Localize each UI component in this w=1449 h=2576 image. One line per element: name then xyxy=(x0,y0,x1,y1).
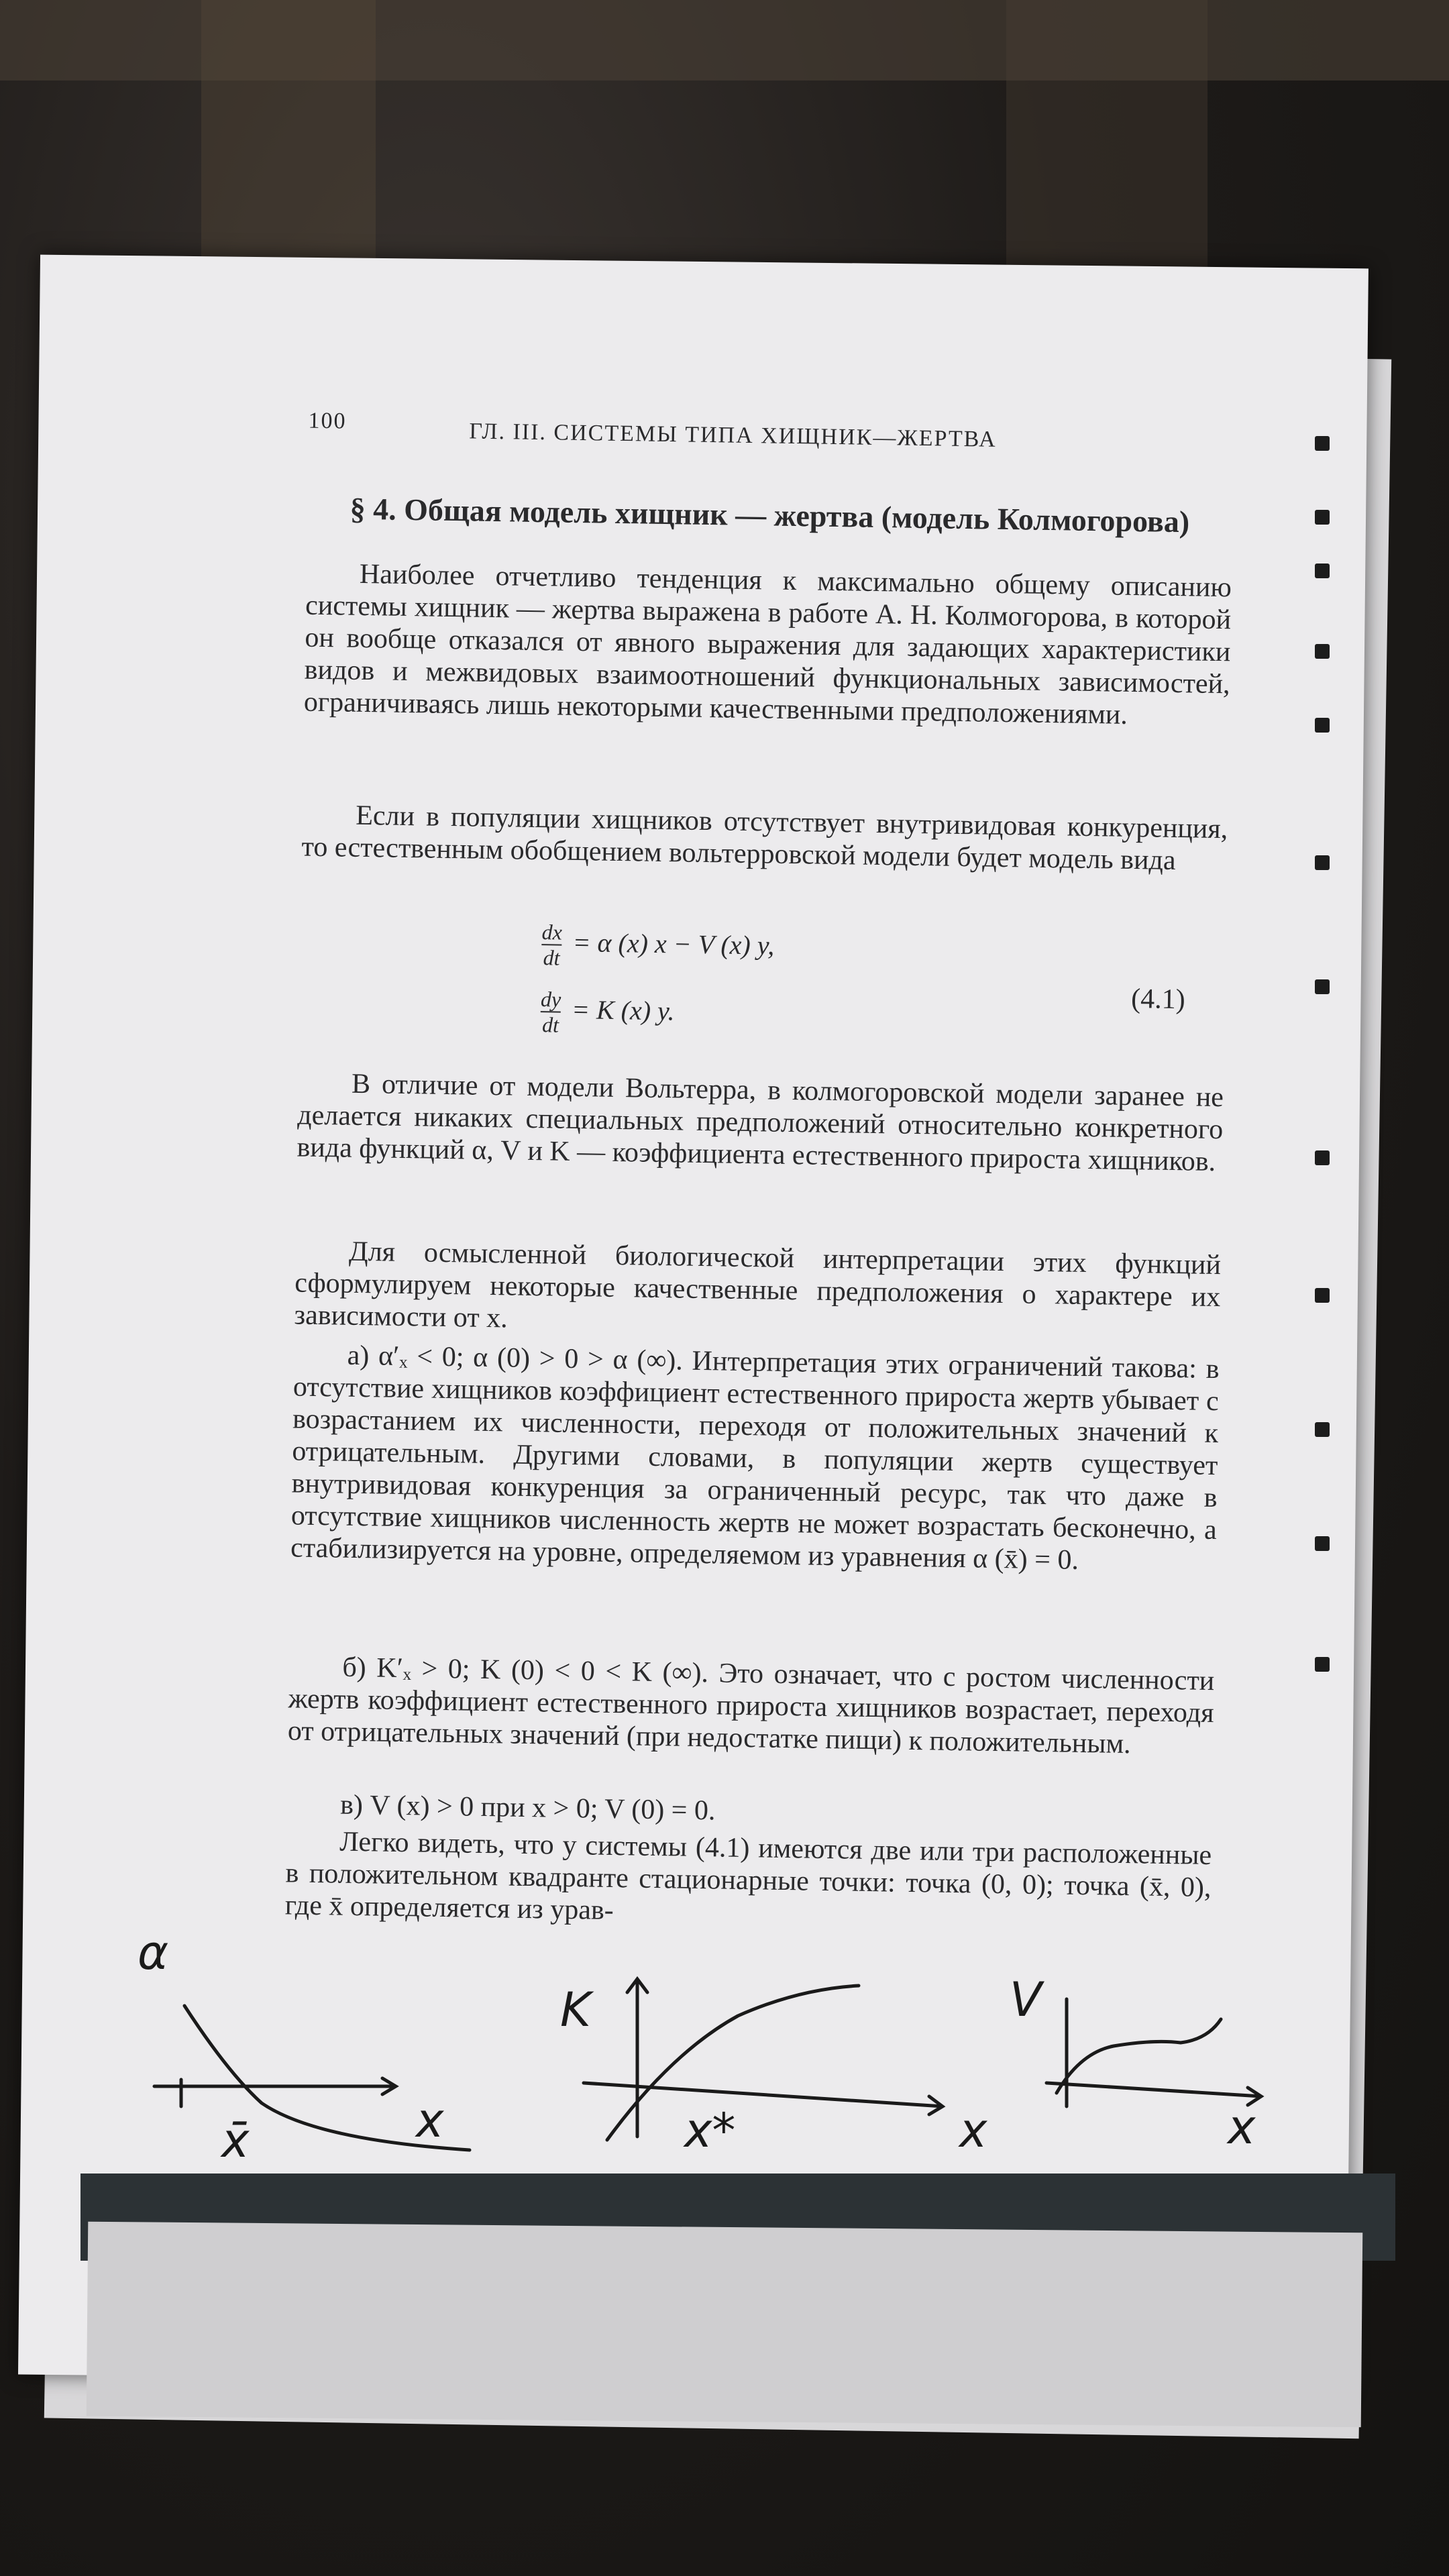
v-sketch-curve xyxy=(1057,2019,1221,2093)
fraction-denominator: dt xyxy=(541,1012,559,1037)
paragraph: В отличие от модели Вольтерра, в колмогоровской модели заранее не делается никаких специальных предположений относительно конкретного вида функций α, V и K — коэффициента естественного прироста хищников. xyxy=(297,1068,1224,1178)
section-title: § 4. Общая модель хищник — жертва (модель Колмогорова) xyxy=(350,491,1190,539)
paragraph: Для осмысленной биологической интерпретации этих функций сформулируем некоторые качественные предположения о характере их зависимости от x. xyxy=(294,1236,1222,1334)
fraction-numerator: dy xyxy=(540,987,561,1012)
equation-label: (4.1) xyxy=(1130,983,1186,1016)
chapter-title: ГЛ. III. СИСТЕМЫ ТИПА ХИЩНИК—ЖЕРТВА xyxy=(469,419,998,452)
alpha-root-label: x̄ xyxy=(221,2113,250,2168)
equation-rhs: = K (x) y. xyxy=(571,994,676,1026)
paragraph: в) V (x) > 0 при x > 0; V (0) = 0. xyxy=(339,1789,716,1827)
k-axis-label: K xyxy=(560,1982,591,2037)
alpha-x-label: x xyxy=(416,2093,444,2148)
equation-rhs: = α (x) x − V (x) y, xyxy=(572,927,775,961)
paragraph: б) K′ₓ > 0; K (0) < 0 < K (∞). Это означает, что с ростом численности жертв коэффициент естественного прироста хищников возрастает, переходя от отрицательных значений (при недостатке пищи) к положительным. xyxy=(287,1652,1215,1760)
v-axis-label: V xyxy=(1010,1972,1042,2027)
alpha-axis-label: α xyxy=(138,1925,169,1980)
paragraph: Легко видеть, что у системы (4.1) имеются две или три расположенные в положительном квадранте стационарные точки: точка (0, 0); точка (x̄, 0), где x̄ определяется из урав- xyxy=(284,1826,1212,1927)
fraction-denominator: dt xyxy=(543,945,560,970)
k-sketch-axis-y xyxy=(627,1979,647,2137)
v-x-label: x xyxy=(1228,2100,1256,2155)
page-number: 100 xyxy=(308,408,347,434)
fraction-numerator: dx xyxy=(541,920,563,945)
paragraph: а) α′ₓ < 0; α (0) > 0 > α (∞). Интерпретация этих ограничений такова: в отсутствие хищников коэффициент естественного прироста жертв убывает с возрастанием их численности, переходя от положительных значений к отрицательным. Другими словами, в популяции жертв существует внутривидовая конкуренция за ограниченный ресурс, так что даже в отсутствие хищников численность жертв не может возрастать бесконечно, а стабилизируется на уровне, определяемом из уравнения α (x̄) = 0. xyxy=(290,1340,1220,1576)
alpha-sketch-axis-x xyxy=(154,2078,396,2094)
paragraph: Наиболее отчетливо тенденция к максимально общему описанию системы хищник — жертва выражена в работе А. Н. Колмогорова, в которой он вообще отказался от явного выражения для задающих характеристики видов и межвидовых взаимоотношений функциональных зависимостей, ограничиваясь лишь некоторыми качественными предположениями. xyxy=(303,558,1232,731)
paragraph: Если в популяции хищников отсутствует внутривидовая конкуренция, то естественным обобщением вольтерровской модели будет модель вида xyxy=(301,800,1228,877)
k-x-label: x xyxy=(959,2103,987,2158)
k-root-label: x* xyxy=(684,2103,736,2158)
